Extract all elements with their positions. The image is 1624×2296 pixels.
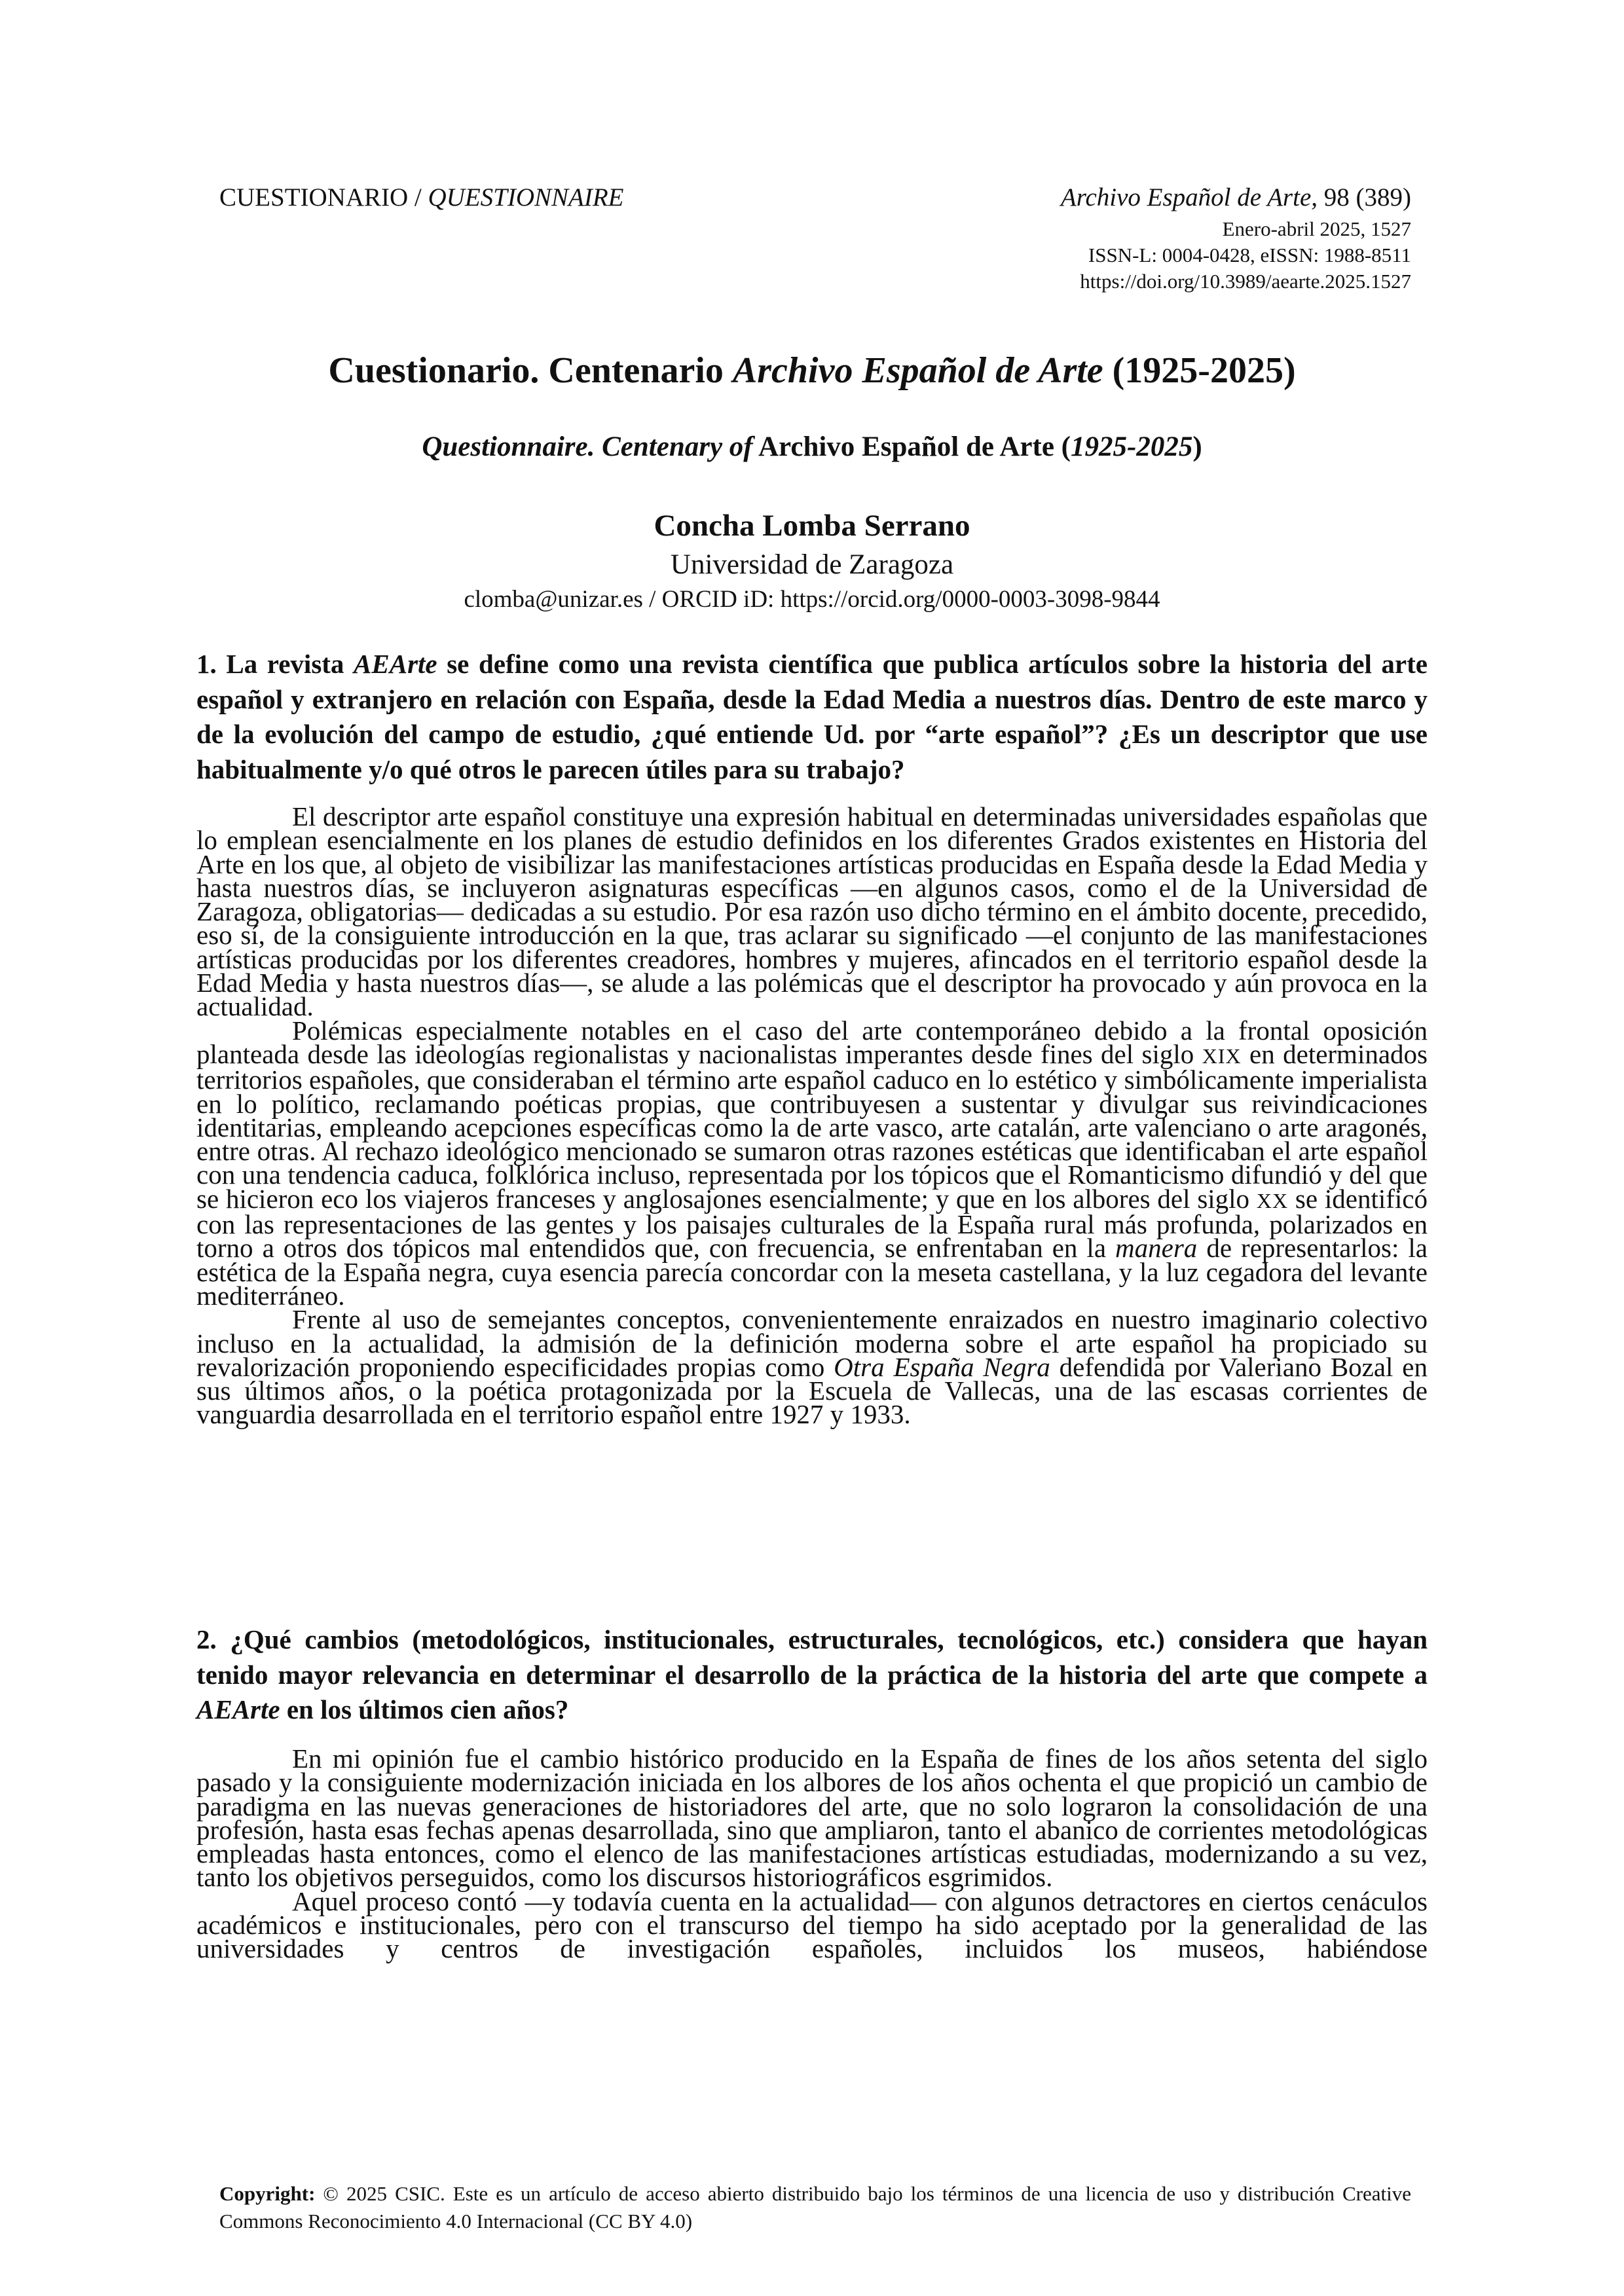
question-2-prefix: 2. ¿Qué cambios (metodológicos, institucionales, estructurales, tecnológicos, etc.) considera que hayan tenido mayor relevancia en determinar el desarrollo de la práctica de la historia del arte que compete a: [196, 1624, 1428, 1690]
author-affiliation: Universidad de Zaragoza: [670, 549, 954, 580]
author-name: Concha Lomba Serrano: [654, 509, 970, 543]
subtitle-part-3: 1925-2025: [1071, 431, 1193, 462]
journal-volume: 98 (389): [1318, 183, 1411, 211]
journal-info: [1061, 182, 1411, 295]
question-2-journal: AEArte: [196, 1694, 280, 1724]
answer-1-paragraph-3: [196, 1304, 1428, 1430]
question-1: [196, 647, 1428, 787]
issn-line: ISSN-L: 0004-0428, eISSN: 1988-8511: [1088, 244, 1411, 266]
answer-1-p2-italic: manera: [1115, 1233, 1198, 1264]
title-journal-name: Archivo Español de Arte: [732, 350, 1103, 391]
answer-1-p2-text-d: de representarlos: la estética de la España negra, cuya esencia parecía concordar con la meseta castellana, y la luz cegadora del levante mediterráneo.: [196, 1233, 1428, 1311]
answer-2-paragraph-1: En mi opinión fue el cambio histórico producido en la España de fines de los años setenta del siglo pasado y la consiguiente modernización iniciada en los albores de los años ochenta el que propició un cambio de paradigma en las nuevas generaciones de historiadores del arte, que no solo lograron la consolidación de una profesión, hasta esas fechas apenas desarrollada, sino que ampliaron, tanto el abanico de corrientes metodológicas empleadas hasta entonces, como el elenco de las manifestaciones artísticas estudiadas, modernizando a su vez, tanto los objetivos perseguidos, como los discursos historiográficos esgrimidos.: [196, 1743, 1428, 1893]
question-1-journal: AEArte: [354, 649, 437, 679]
journal-citation: [1061, 182, 1411, 213]
copyright-text: © 2025 CSIC. Este es un artículo de acceso abierto distribuido bajo los términos de una licencia de uso y distribución Creative Commons Reconocimiento 4.0 Internacional (CC BY 4.0): [219, 2182, 1411, 2232]
copyright-label: Copyright:: [219, 2182, 316, 2205]
journal-name: Archivo Español de Arte,: [1060, 183, 1318, 211]
answer-1-p2-text-a: Polémicas especialmente notables en el caso del arte contemporáneo debido a la frontal oposición planteada desde las ideologías regionalistas y nacionalistas imperantes desde fines del siglo: [196, 1015, 1428, 1069]
question-2-block: [196, 1622, 1428, 1728]
author-contact[interactable]: clomba@unizar.es / ORCID iD: https://orcid.org/0000-0003-3098-9844: [464, 586, 1160, 613]
answer-1-p2-century-19: XIX: [1202, 1044, 1242, 1068]
answer-1-p3-text-a: Frente al uso de semejantes conceptos, convenientemente enraizados en nuestro imaginario colectivo incluso en la actualidad, la admisión de la definición moderna sobre el arte español ha propiciado su revalorización proponiendo especificidades propias como: [196, 1304, 1428, 1382]
question-2-suffix: en los últimos cien años?: [280, 1694, 569, 1724]
question-1-text: se define como una revista científica que publica artículos sobre la historia del arte español y extranjero en relación con España, desde la Edad Media a nuestros días. Dentro de este marco y de la evolución del campo de estudio, ¿qué entiende Ud. por “arte español”? ¿Es un descriptor que use habitualmente y/o qué otros le parecen útiles para su trabajo?: [196, 649, 1428, 784]
doi-link[interactable]: https://doi.org/10.3989/aearte.2025.1527: [1080, 270, 1411, 293]
answer-1-p2-text-b: en determinados territorios españoles, que consideraban el término arte español caduco en lo estético y simbólicamente imperialista en lo político, reclamando poéticas propias, que contribuyesen a sustentar y divulgar sus reivindicaciones identitarias, empleando acepciones específicas como la de arte vasco, arte catalán, arte valenciano o arte aragonés, entre otras. Al rechazo ideológico mencionado se sumaron otras razones estéticas que identificaban el arte español con una tendencia caduca, folklórica incluso, representada por los tópicos que el Romanticismo difundió y del que se hicieron eco los viajeros franceses y anglosajones esencialmente; y que en los albores del siglo: [196, 1038, 1428, 1214]
article-title: [196, 348, 1428, 393]
answer-1-paragraph-2: [196, 1015, 1428, 1311]
question-2: [196, 1622, 1428, 1728]
question-1-block: [196, 647, 1428, 787]
answer-1-p2-century-20: XX: [1256, 1188, 1289, 1212]
section-label-es: CUESTIONARIO /: [219, 183, 428, 211]
title-part-1: Cuestionario. Centenario: [328, 350, 733, 391]
issue-date: Enero-abril 2025, 1527: [1222, 217, 1411, 240]
question-1-prefix: 1. La revista: [196, 649, 354, 679]
answer-1-p2-text-c: se identificó con las representaciones de las gentes y los paisajes culturales de la España rural más profunda, polarizados en torno a otros dos tópicos mal entendidos que, con frecuencia, se enfrentaban en la: [196, 1183, 1428, 1264]
section-label: [219, 182, 623, 213]
subtitle-part-2: Archivo Español de Arte (: [752, 431, 1071, 462]
answer-1-p3-italic: Otra España Negra: [834, 1351, 1050, 1382]
answer-2-block: [196, 1743, 1428, 1964]
article-subtitle: [196, 429, 1428, 465]
answer-1-p3-text-b: defendida por Valeriano Bozal en sus últimos años, o la poética protagonizada por la Escuela de Vallecas, una de las escasas corrientes de vanguardia desarrollada en el territorio español entre 1927 y 1933.: [196, 1351, 1428, 1430]
title-part-3: (1925-2025): [1103, 350, 1296, 391]
answer-1-paragraph-1: El descriptor arte español constituye una expresión habitual en determinadas universidades españolas que lo emplean esencialmente en los planes de estudio definidos en los diferentes Grados existentes en Historia del Arte en los que, al objeto de visibilizar las manifestaciones artísticas producidas en España desde la Edad Media y hasta nuestros días, se incluyeron asignaturas específicas —en algunos casos, como el de la Universidad de Zaragoza, obligatorias— dedicadas a su estudio. Por esa razón uso dicho término en el ámbito docente, precedido, eso sí, de la consiguiente introducción en la que, tras aclarar su significado —el conjunto de las manifestaciones artísticas producidas por los diferentes creadores, hombres y mujeres, afincados en el territorio español desde la Edad Media y hasta nuestros días—, se alude a las polémicas que el descriptor ha provocado y aún provoca en la actualidad.: [196, 801, 1428, 1022]
copyright-notice: [219, 2180, 1411, 2235]
answer-2-paragraph-2: Aquel proceso contó —y todavía cuenta en la actualidad— con algunos detractores en ciertos cenáculos académicos e institucionales, pero con el transcurso del tiempo ha sido aceptado por la generalidad de las universidades y centros de investigación españoles, incluidos los museos, habiéndose: [196, 1886, 1428, 1964]
subtitle-part-1: Questionnaire. Centenary of: [422, 431, 753, 462]
subtitle-part-4: ): [1192, 431, 1202, 462]
section-label-en: QUESTIONNAIRE: [428, 183, 624, 211]
answer-1-block: [196, 801, 1428, 1430]
